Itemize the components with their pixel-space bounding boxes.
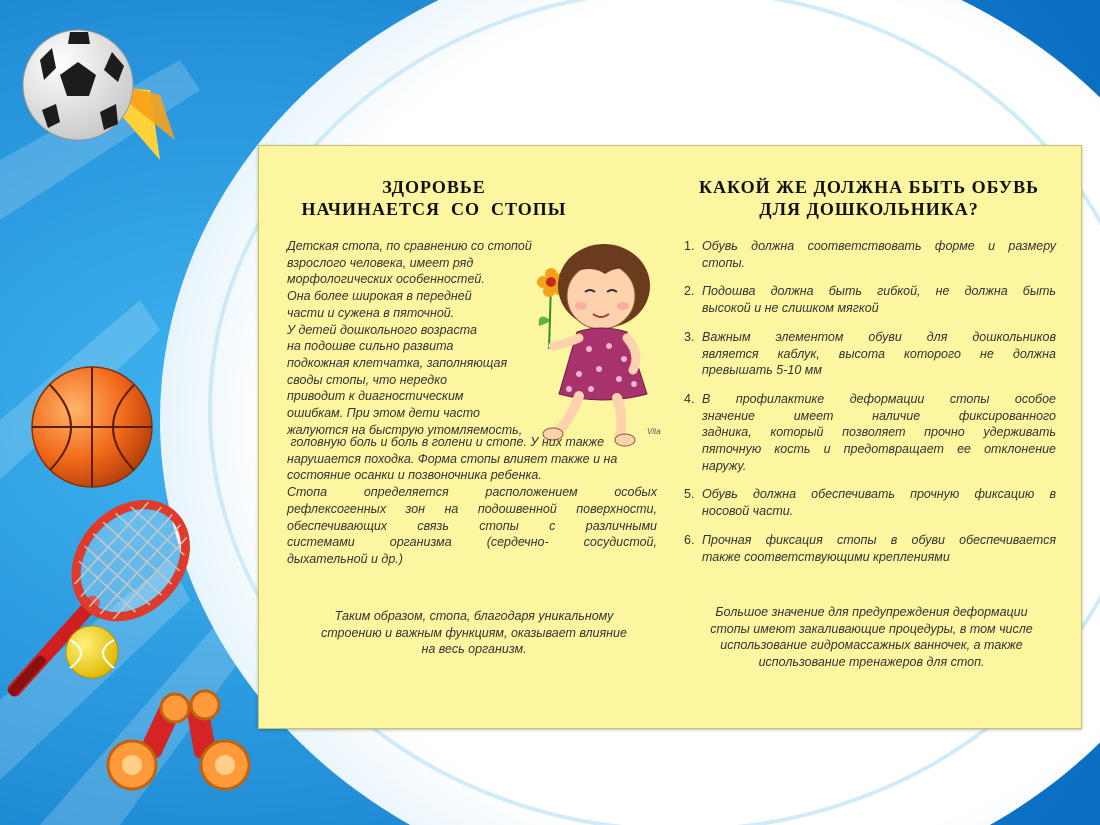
list-item: 6. Прочная фиксация стопы в обуви обеспечивается также соответствующими креплениями (684, 532, 1056, 564)
list-item: 4. В профилактике деформации стопы особое значение имеет наличие фиксированного задника, который позволяет прочно удерживать пяточную кость и предотвращает ее отклонение наружу. (684, 391, 1056, 473)
left-title: ЗДОРОВЬЕ НАЧИНАЕТСЯ СО СТОПЫ (301, 177, 567, 219)
left-conclusion: Таким образом, стопа, благодаря уникальному строению и важным функциям, оказывает влияние на весь организм. (321, 609, 627, 657)
info-panel (258, 145, 1082, 729)
list-item: 5. Обувь должна обеспечивать прочную фиксацию в носовой части. (684, 487, 1056, 519)
intro-text: Детская стопа, по сравнению со стопой взрослого человека, имеет ряд морфологических особенностей. Она более широкая в передней части и сужена в пяточной. У детей дошкольного возраста на подошве сильно развита подкожная клетчатка, заполняющая своды стопы, что нередко приводит к диагностическим ошибкам. При этом дети часто жалуются на быструю утомляемость, (287, 239, 532, 437)
list-item: 2. Подошва должна быть гибкой, не должна быть высокой и не слишком мягкой (684, 284, 1056, 316)
right-conclusion: Большое значение для предупреждения деформации стопы имеют закаливающие процедуры, в том числе использование гидромассажных ванночек, а также использование тренажеров для стоп. (710, 605, 1033, 670)
shoe-requirements-list (684, 238, 1056, 577)
list-item: 1. Обувь должна соответствовать форме и размеру стопы. (684, 239, 1056, 270)
body-text: головную боль и боль в голени и стопе. У них также нарушается походка. Форма стопы влияет также и на состояние осанки и позвоночника ребенка. Стопа определяется расположением особых рефлексогенных зон на подошвенной поверхности, обеспечивающих связь стопы с различными системами организма (сердечно- сосудистой, дыхательной и др.) (287, 435, 657, 566)
girl-with-flower-illustration (529, 234, 669, 454)
list-item: 3. Важным элементом обуви для дошкольников является каблук, высота которого не должна превышать 5-10 мм (684, 329, 1056, 378)
right-title: КАКОЙ ЖЕ ДОЛЖНА БЫТЬ ОБУВЬ ДЛЯ ДОШКОЛЬНИКА? (698, 177, 1040, 219)
tennis-ball-icon (66, 626, 118, 678)
illustration-signature: Vita (647, 427, 661, 436)
basketball-icon (32, 367, 152, 487)
